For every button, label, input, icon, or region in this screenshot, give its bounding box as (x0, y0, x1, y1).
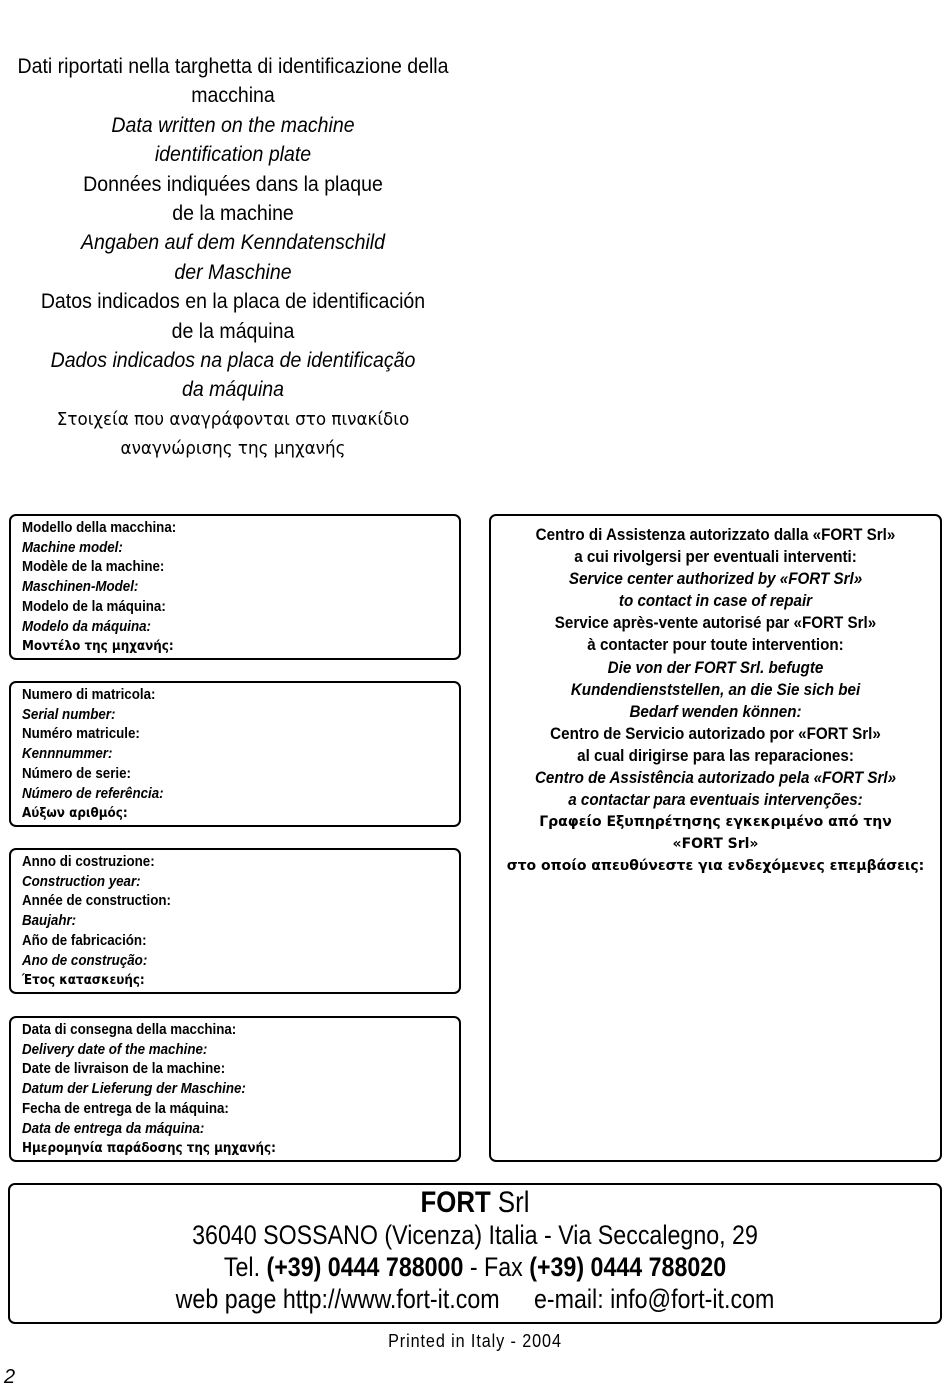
serial-label-es: Número de serie: (22, 765, 131, 782)
serial-number-box (9, 681, 461, 827)
service-pt-line-1: Centro de Assistência autorizado pela «FORT Srl» (534, 769, 897, 788)
service-center-box (489, 514, 942, 1162)
model-label-it: Modello della macchina: (22, 520, 177, 536)
company-address: 36040 SOSSANO (Vicenza) Italia - Via Seccalegno, 29 (192, 1220, 758, 1250)
company-name-rest: Srl (497, 1186, 530, 1219)
tel-number: (+39) 0444 788000 (266, 1252, 464, 1282)
delivery-label-de: Datum der Lieferung der Maschine: (22, 1081, 246, 1098)
model-label-el: Μοντέλο της μηχανής: (22, 639, 174, 655)
heading-es-line-1: Datos indicados en la placa de identificación (40, 290, 426, 314)
delivery-label-it: Data di consegna della macchina: (22, 1022, 237, 1038)
page-number: 2 (4, 1366, 16, 1388)
serial-label-it: Numero di matricola: (22, 687, 156, 703)
model-label-en: Machine model: (22, 539, 123, 556)
heading-en-line-1: Data written on the machine (111, 113, 355, 137)
service-fr-line-1: Service après-vente autorisé par «FORT Srl» (554, 614, 877, 633)
service-el-line-2: «FORT Srl» (672, 836, 759, 853)
serial-label-de: Kennnummer: (22, 746, 113, 763)
serial-label-en: Serial number: (22, 706, 116, 723)
year-label-es: Año de fabricación: (22, 932, 147, 949)
heading-el-line-2: αναγνώρισης της μηχανής (120, 438, 346, 460)
delivery-label-pt: Data de entrega da máquina: (22, 1120, 205, 1137)
heading-it-line-1: Dati riportati nella targhetta di identificazione della (17, 55, 449, 78)
year-label-el: Έτος κατασκευής: (22, 973, 145, 989)
model-label-pt: Modelo da máquina: (22, 618, 151, 635)
service-fr-line-2: à contacter pour toute intervention: (587, 636, 844, 655)
year-label-it: Anno di costruzione: (22, 854, 155, 870)
heading-fr-line-2: de la machine (172, 202, 294, 226)
year-label-pt: Ano de construção: (22, 952, 148, 969)
service-es-line-1: Centro de Servicio autorizado por «FORT Srl» (550, 724, 881, 743)
delivery-label-fr: Date de livraison de la machine: (22, 1061, 226, 1078)
construction-year-box (9, 848, 461, 994)
heading-de-line-2: der Maschine (174, 260, 292, 284)
service-de-line-3: Bedarf wenden können: (629, 702, 802, 721)
heading-en-line-2: identification plate (154, 143, 312, 167)
heading-pt-line-2: da máquina (181, 378, 285, 402)
delivery-label-el: Ημερομηνία παράδοσης της μηχανής: (22, 1141, 276, 1157)
service-el-line-3: στο οποίο απευθύνεστε για ενδεχόμενες επεμβάσεις: (506, 858, 925, 875)
company-info-box (8, 1183, 942, 1324)
service-en-line-1: Service center authorized by «FORT Srl» (568, 570, 863, 589)
email-link[interactable]: e-mail: info@fort-it.com (533, 1284, 775, 1314)
printed-in-italy: Printed in Italy - 2004 (388, 1331, 562, 1351)
service-de-line-2: Kundendienststellen, an die Sie sich bei (570, 680, 861, 699)
year-label-de: Baujahr: (22, 913, 77, 930)
machine-model-box (9, 514, 461, 660)
serial-label-fr: Numéro matricule: (22, 726, 140, 743)
company-phone-fax (75, 1251, 875, 1283)
year-label-en: Construction year: (22, 873, 141, 890)
web-page-link[interactable]: web page http://www.fort-it.com (175, 1284, 500, 1314)
service-de-line-1: Die von der FORT Srl. befugte (607, 658, 824, 677)
service-el-line-1: Γραφείο Εξυπηρέτησης εγκεκριμένο από την (539, 814, 892, 831)
delivery-label-es: Fecha de entrega de la máquina: (22, 1100, 229, 1117)
heading-it-line-2: macchina (191, 84, 275, 108)
delivery-date-box (9, 1016, 461, 1162)
service-it-line-1: Centro di Assistenza autorizzato dalla «FORT Srl» (535, 526, 896, 544)
service-es-line-2: al cual dirigirse para las reparaciones: (577, 746, 854, 765)
heading-fr-line-1: Données indiquées dans la plaque (83, 172, 383, 196)
company-name (75, 1187, 875, 1219)
company-web-email (75, 1283, 875, 1315)
fax-label: - Fax (469, 1252, 523, 1282)
serial-label-pt: Número de referência: (22, 785, 164, 802)
tel-label: Tel. (223, 1252, 261, 1282)
service-en-line-2: to contact in case of repair (618, 592, 813, 611)
model-label-es: Modelo de la máquina: (22, 598, 166, 615)
heading-es-line-2: de la máquina (171, 319, 295, 343)
model-label-fr: Modèle de la machine: (22, 559, 165, 576)
serial-label-el: Αύξων αριθμός: (22, 806, 128, 822)
company-name-bold: FORT (420, 1186, 491, 1219)
heading-el-line-1: Στοιχεία που αναγράφονται στο πινακίδιο (56, 408, 410, 430)
delivery-label-en: Delivery date of the machine: (22, 1041, 208, 1058)
fax-number: (+39) 0444 788020 (529, 1252, 727, 1282)
year-label-fr: Année de construction: (22, 893, 171, 910)
service-pt-line-2: a contactar para eventuais intervenções: (568, 791, 863, 810)
model-label-de: Maschinen-Model: (22, 579, 139, 596)
service-it-line-2: a cui rivolgersi per eventuali interventi: (574, 548, 857, 567)
plate-data-heading (16, 52, 449, 464)
heading-pt-line-1: Dados indicados na placa de identificação (50, 349, 416, 373)
heading-de-line-1: Angaben auf dem Kenndatenschild (80, 231, 386, 255)
